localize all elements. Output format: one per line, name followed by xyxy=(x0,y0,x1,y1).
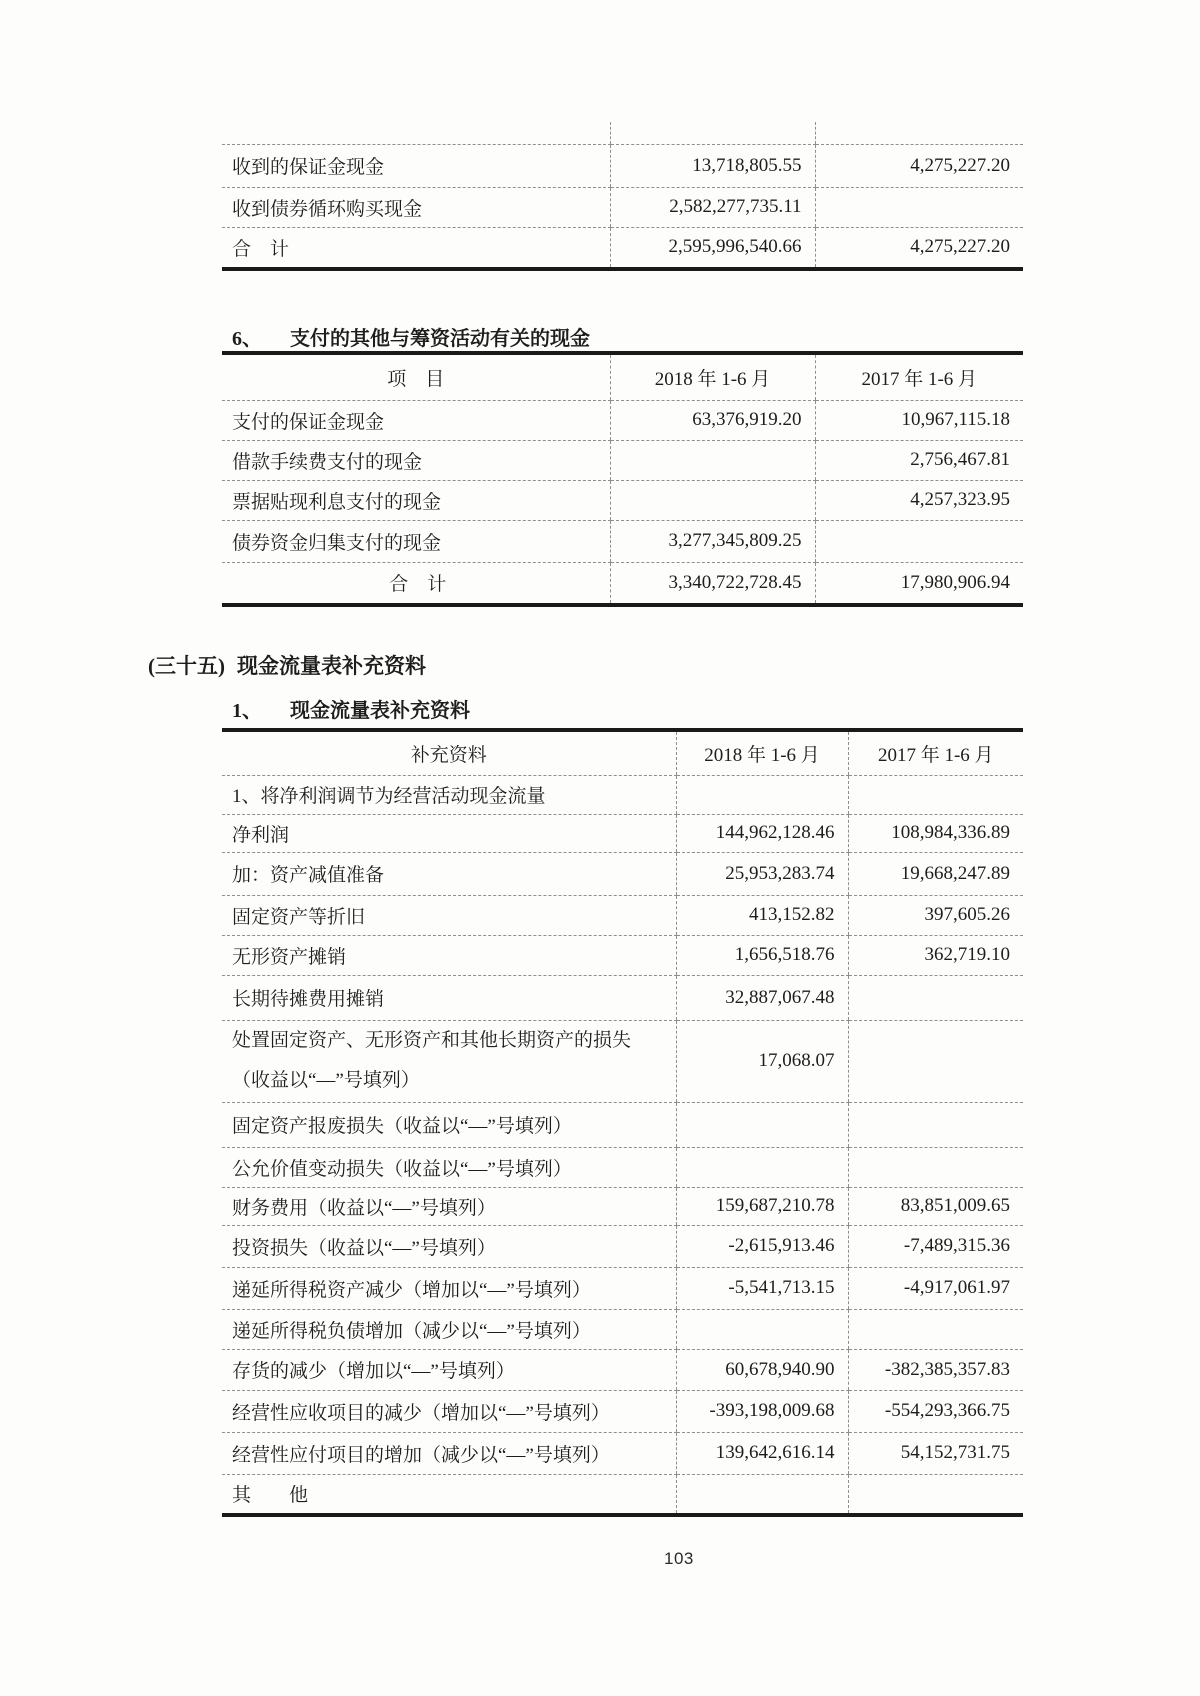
item-cell xyxy=(222,122,610,144)
table-row xyxy=(222,1102,1023,1147)
value-2017-cell xyxy=(815,187,1023,227)
value-2017-cell: 108,984,336.89 xyxy=(848,814,1023,852)
subsection1-title: 现金流量表补充资料 xyxy=(290,700,470,722)
page-number: 103 xyxy=(664,1549,694,1568)
value-2017-cell xyxy=(848,1147,1023,1187)
table-row xyxy=(222,1147,1023,1187)
year2017-column-header: 2017 年 1-6 月 xyxy=(848,730,1023,775)
table-row xyxy=(222,1225,1023,1267)
table-row xyxy=(222,1349,1023,1390)
value-2018-cell xyxy=(610,480,815,520)
value-2018-cell: -2,615,913.46 xyxy=(676,1225,848,1267)
value-2018-cell: -5,541,713.15 xyxy=(676,1267,848,1309)
table-row xyxy=(222,480,1023,520)
item-column-header: 项 目 xyxy=(222,353,610,400)
table-row xyxy=(222,1020,1023,1102)
value-2018-cell: -393,198,009.68 xyxy=(676,1390,848,1432)
value-2017-cell: 4,275,227.20 xyxy=(815,144,1023,187)
section6-table xyxy=(222,351,1023,607)
table-row xyxy=(222,1267,1023,1309)
value-2017-cell: 2,756,467.81 xyxy=(815,440,1023,480)
subsection1-heading xyxy=(232,694,470,723)
value-2017-cell: -7,489,315.36 xyxy=(848,1225,1023,1267)
value-2018-cell: 25,953,283.74 xyxy=(676,852,848,895)
value-2017-cell: 397,605.26 xyxy=(848,895,1023,935)
supplementary-table xyxy=(222,728,1023,1517)
value-2017-cell: 17,980,906.94 xyxy=(815,562,1023,605)
value-2018-cell xyxy=(676,775,848,814)
value-2018-cell xyxy=(676,1474,848,1515)
item-cell: 收到债券循环购买现金 xyxy=(222,187,610,227)
total-label-cell: 合 计 xyxy=(222,562,610,605)
item-line2: （收益以“—”号填列） xyxy=(232,1070,420,1091)
item-cell: 票据贴现利息支付的现金 xyxy=(222,480,610,520)
item-cell: 递延所得税负债增加（减少以“—”号填列） xyxy=(222,1309,676,1349)
item-cell: 收到的保证金现金 xyxy=(222,144,610,187)
table-row xyxy=(222,814,1023,852)
section35-title: 现金流量表补充资料 xyxy=(237,654,426,678)
value-2017-cell xyxy=(848,1020,1023,1102)
item-cell: 加：资产减值准备 xyxy=(222,852,676,895)
item-cell: 投资损失（收益以“—”号填列） xyxy=(222,1225,676,1267)
table-row xyxy=(222,440,1023,480)
table-row-partial xyxy=(222,122,1023,144)
table-row xyxy=(222,400,1023,440)
value-2017-cell: 10,967,115.18 xyxy=(815,400,1023,440)
table-row xyxy=(222,852,1023,895)
value-2018-cell: 3,277,345,809.25 xyxy=(610,520,815,562)
value-2018-cell xyxy=(610,440,815,480)
value-2018-cell: 63,376,919.20 xyxy=(610,400,815,440)
section6-title: 支付的其他与筹资活动有关的现金 xyxy=(290,328,590,350)
value-2018-cell: 2,582,277,735.11 xyxy=(610,187,815,227)
value-2018-cell: 139,642,616.14 xyxy=(676,1432,848,1474)
item-line1: 处置固定资产、无形资产和其他长期资产的损失 xyxy=(232,1030,632,1051)
section6-heading xyxy=(232,322,590,351)
value-2018-cell: 3,340,722,728.45 xyxy=(610,562,815,605)
section35-heading xyxy=(148,650,426,680)
section35-number: (三十五) xyxy=(148,654,225,678)
item-cell: 经营性应付项目的增加（减少以“—”号填列） xyxy=(222,1432,676,1474)
item-cell: 存货的减少（增加以“—”号填列） xyxy=(222,1349,676,1390)
table-row xyxy=(222,1432,1023,1474)
year2017-column-header: 2017 年 1-6 月 xyxy=(815,353,1023,400)
value-2018-cell: 60,678,940.90 xyxy=(676,1349,848,1390)
item-cell xyxy=(222,1020,676,1102)
table-row xyxy=(222,1309,1023,1349)
item-cell: 长期待摊费用摊销 xyxy=(222,975,676,1020)
section6-number: 6、 xyxy=(232,328,262,350)
table-row xyxy=(222,775,1023,814)
item-cell: 无形资产摊销 xyxy=(222,935,676,975)
year2018-column-header: 2018 年 1-6 月 xyxy=(610,353,815,400)
value-2018-cell xyxy=(610,122,815,144)
header-row xyxy=(222,353,1023,400)
value-2017-cell xyxy=(815,122,1023,144)
subsection1-number: 1、 xyxy=(232,700,262,722)
value-2018-cell: 413,152.82 xyxy=(676,895,848,935)
value-2017-cell: -4,917,061.97 xyxy=(848,1267,1023,1309)
item-cell: 其 他 xyxy=(222,1474,676,1515)
header-row xyxy=(222,730,1023,775)
value-2017-cell xyxy=(848,975,1023,1020)
value-2017-cell: 4,275,227.20 xyxy=(815,227,1023,269)
value-2018-cell xyxy=(676,1309,848,1349)
value-2018-cell xyxy=(676,1102,848,1147)
item-cell: 固定资产等折旧 xyxy=(222,895,676,935)
item-cell: 1、将净利润调节为经营活动现金流量 xyxy=(222,775,676,814)
item-cell: 固定资产报废损失（收益以“—”号填列） xyxy=(222,1102,676,1147)
value-2018-cell: 159,687,210.78 xyxy=(676,1187,848,1225)
item-cell: 财务费用（收益以“—”号填列） xyxy=(222,1187,676,1225)
value-2017-cell: -554,293,366.75 xyxy=(848,1390,1023,1432)
value-2018-cell: 32,887,067.48 xyxy=(676,975,848,1020)
table-row xyxy=(222,935,1023,975)
year2018-column-header: 2018 年 1-6 月 xyxy=(676,730,848,775)
value-2018-cell: 2,595,996,540.66 xyxy=(610,227,815,269)
value-2017-cell: -382,385,357.83 xyxy=(848,1349,1023,1390)
value-2017-cell: 4,257,323.95 xyxy=(815,480,1023,520)
item-cell: 经营性应收项目的减少（增加以“—”号填列） xyxy=(222,1390,676,1432)
table-row xyxy=(222,187,1023,227)
item-column-header: 补充资料 xyxy=(222,730,676,775)
table-row xyxy=(222,895,1023,935)
value-2017-cell xyxy=(848,1474,1023,1515)
total-row xyxy=(222,562,1023,605)
value-2017-cell xyxy=(848,1102,1023,1147)
item-cell: 递延所得税资产减少（增加以“—”号填列） xyxy=(222,1267,676,1309)
table-row xyxy=(222,144,1023,187)
table-row xyxy=(222,1390,1023,1432)
value-2018-cell: 1,656,518.76 xyxy=(676,935,848,975)
item-cell: 支付的保证金现金 xyxy=(222,400,610,440)
item-cell: 净利润 xyxy=(222,814,676,852)
value-2017-cell: 54,152,731.75 xyxy=(848,1432,1023,1474)
table-row xyxy=(222,1474,1023,1515)
table-row xyxy=(222,1187,1023,1225)
value-2018-cell: 13,718,805.55 xyxy=(610,144,815,187)
item-cell: 公允价值变动损失（收益以“—”号填列） xyxy=(222,1147,676,1187)
total-row xyxy=(222,227,1023,269)
carryover-table xyxy=(222,122,1023,271)
value-2018-cell: 144,962,128.46 xyxy=(676,814,848,852)
table-row xyxy=(222,520,1023,562)
value-2017-cell: 362,719.10 xyxy=(848,935,1023,975)
total-label-cell: 合 计 xyxy=(222,227,610,269)
value-2017-cell: 83,851,009.65 xyxy=(848,1187,1023,1225)
value-2017-cell xyxy=(848,1309,1023,1349)
value-2018-cell: 17,068.07 xyxy=(676,1020,848,1102)
item-cell: 借款手续费支付的现金 xyxy=(222,440,610,480)
value-2017-cell: 19,668,247.89 xyxy=(848,852,1023,895)
value-2017-cell xyxy=(815,520,1023,562)
value-2018-cell xyxy=(676,1147,848,1187)
value-2017-cell xyxy=(848,775,1023,814)
item-cell: 债券资金归集支付的现金 xyxy=(222,520,610,562)
table-row xyxy=(222,975,1023,1020)
